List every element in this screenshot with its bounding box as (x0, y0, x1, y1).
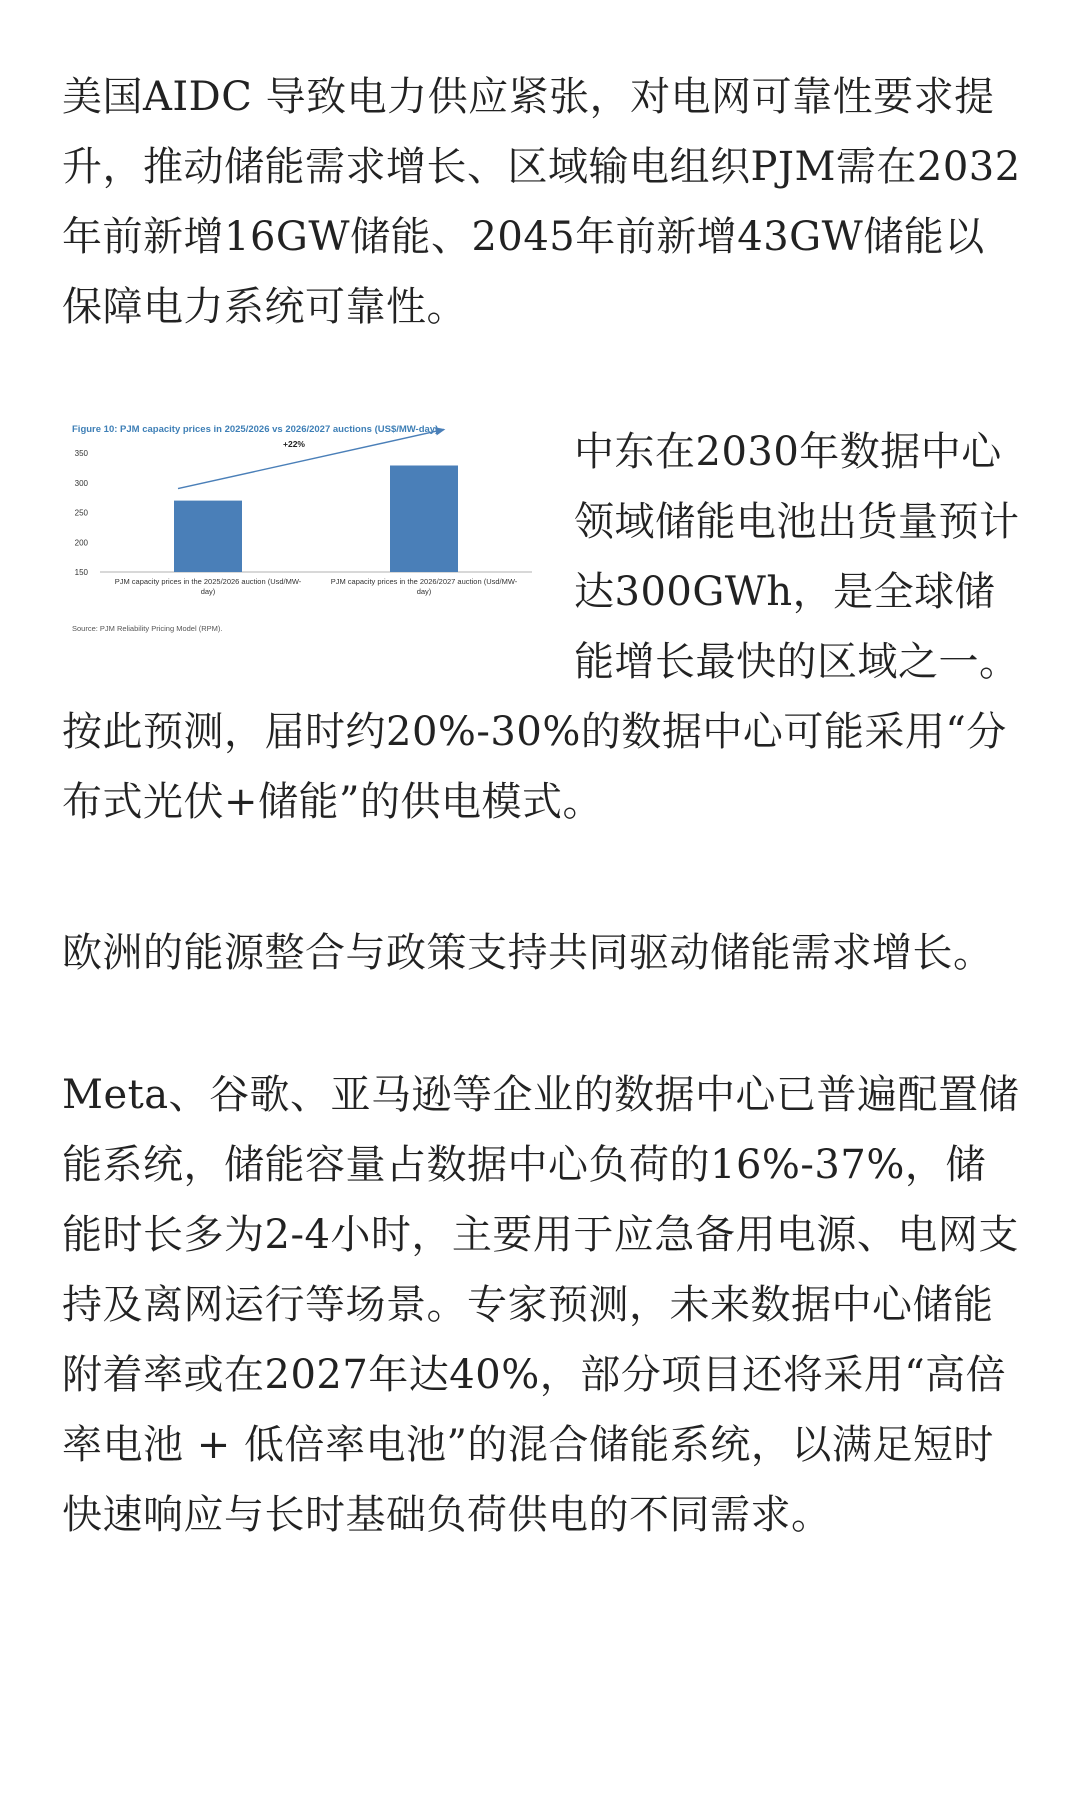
paragraph-middle-east: 中东在2030年数据中心领域储能电池出货量预计达300GWh，是全球储能增长最快的区域之一。 (574, 429, 1020, 685)
bar-2 (390, 465, 458, 572)
paragraph-us-aidc: 美国AIDC 导致电力供应紧张，对电网可靠性要求提升，推动储能需求增长、区域输电组织PJM需在2032年前新增16GW储能、2045年前新增43GW储能以保障电力系统可靠性。 (62, 74, 1021, 330)
growth-annotation: +22% (283, 439, 305, 450)
y-tick-label: 250 (74, 508, 88, 518)
pjm-bar-chart (62, 415, 538, 655)
paragraph-middle-east-continued: 按此预测，届时约20%-30%的数据中心可能采用“分布式光伏+储能”的供电模式。 (62, 709, 1007, 825)
y-tick-label: 150 (74, 568, 88, 577)
pjm-capacity-figure (62, 415, 538, 655)
paragraph-europe: 欧洲的能源整合与政策支持共同驱动储能需求增长。 (62, 930, 994, 976)
figure-title: Figure 10: PJM capacity prices in 2025/2026 vs 2026/2027 auctions (US$/MW-day) (72, 424, 439, 435)
figure-source: Source: PJM Reliability Pricing Model (RPM). (72, 624, 223, 633)
y-tick-label: 350 (74, 449, 88, 458)
x-category-label: day) (200, 587, 216, 596)
x-category-label: day) (416, 587, 432, 596)
y-tick-label: 300 (74, 478, 88, 488)
y-tick-label: 200 (74, 538, 88, 548)
bar-1 (174, 501, 242, 572)
x-category-label: PJM capacity prices in the 2026/2027 auction (Usd/MW- (330, 577, 518, 586)
paragraph-datacenter-storage: Meta、谷歌、亚马逊等企业的数据中心已普遍配置储能系统，储能容量占数据中心负荷的16%-37%，储能时长多为2-4小时，主要用于应急备用电源、电网支持及离网运行等场景。专家预测，未来数据中心储能附着率或在2027年达40%，部分项目还将采用“高倍率电池 + 低倍率电池”的混合储能系统，以满足短时快速响应与长时基础负荷供电的不同需求。 (62, 1072, 1020, 1538)
x-category-label: PJM capacity prices in the 2025/2026 auction (Usd/MW- (114, 577, 302, 586)
